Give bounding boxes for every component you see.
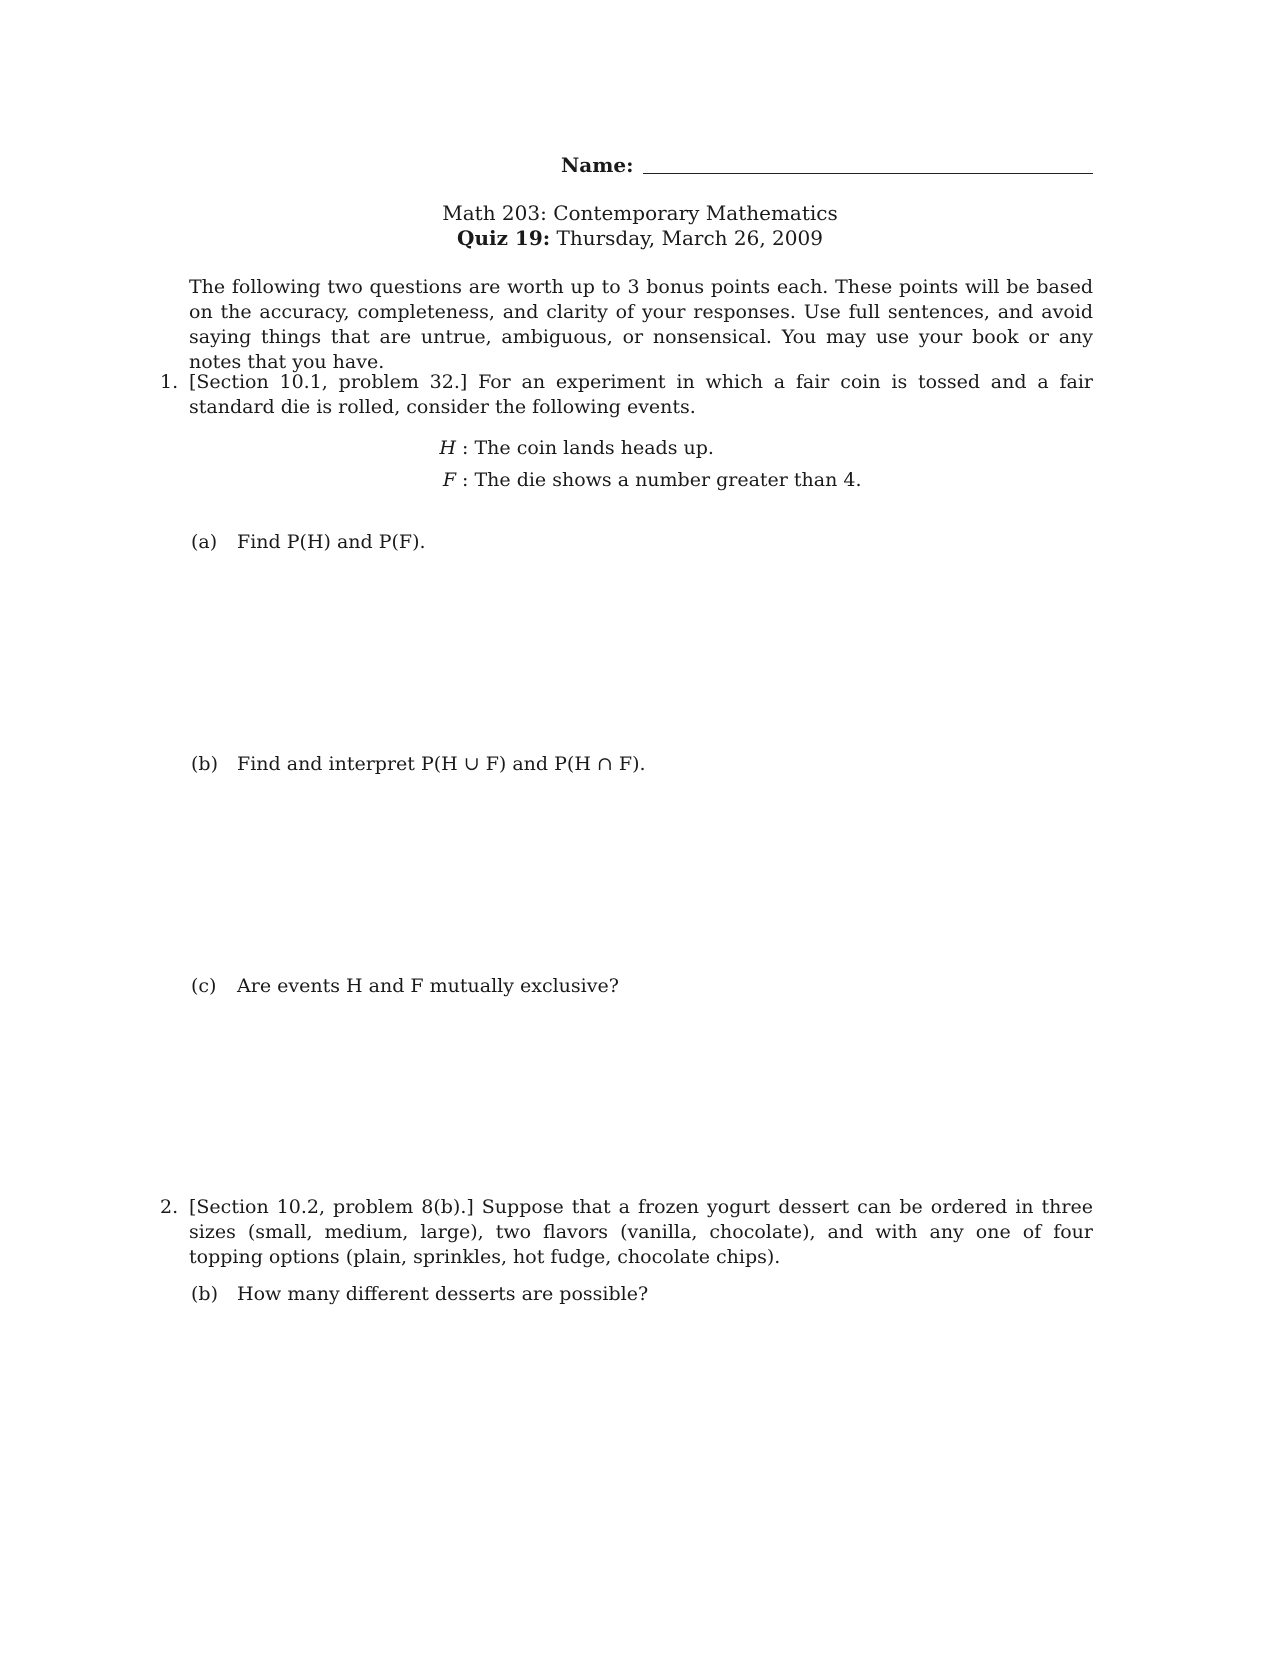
- event-h-separator: :: [462, 437, 469, 459]
- event-f-separator: :: [462, 469, 469, 491]
- question-2-number: 2.: [160, 1196, 179, 1218]
- part-a-text: Find P(H) and P(F).: [237, 531, 426, 553]
- event-f: [432, 468, 862, 493]
- event-h-text: The coin lands heads up.: [474, 437, 714, 459]
- event-h: [432, 436, 714, 461]
- part-c-text: Are events H and F mutually exclusive?: [237, 975, 619, 997]
- quiz-heading: [0, 226, 1280, 251]
- part-c-label: (c): [191, 975, 217, 997]
- question-1-text: [Section 10.1, problem 32.] For an experiment in which a fair coin is tossed and a fair standard die is rolled, consider the following events.: [189, 371, 1093, 418]
- quiz-date: Thursday, March 26, 2009: [556, 226, 823, 250]
- event-f-symbol: F: [442, 469, 456, 491]
- part-a-label: (a): [191, 531, 218, 553]
- event-h-symbol: H: [439, 437, 456, 459]
- question-1-part-c: [191, 974, 619, 999]
- part-b-text: Find and interpret P(H ∪ F) and P(H ∩ F).: [237, 753, 646, 775]
- question-2-part-b: [191, 1282, 648, 1307]
- name-blank-line: [643, 173, 1093, 174]
- question-2-text: [Section 10.2, problem 8(b).] Suppose that a frozen yogurt dessert can be ordered in three sizes (small, medium, large), two flavors (vanilla, chocolate), and with any one of four topping options (plain, sprinkles, hot fudge, chocolate chips).: [189, 1196, 1093, 1268]
- q2-part-b-label: (b): [191, 1283, 218, 1305]
- intro-paragraph: The following two questions are worth up to 3 bonus points each. These points will be based on the accuracy, completeness, and clarity of your responses. Use full sentences, and avoid saying things that are untrue, ambiguous, or nonsensical. You may use your book or any notes that you have.: [189, 276, 1093, 373]
- question-1-part-b: [191, 752, 646, 777]
- name-label: Name:: [561, 153, 634, 177]
- part-b-label: (b): [191, 753, 218, 775]
- question-1-number: 1.: [160, 371, 179, 393]
- course-title: Math 203: Contemporary Mathematics: [442, 201, 838, 225]
- q2-part-b-text: How many different desserts are possible?: [237, 1283, 649, 1305]
- quiz-label: Quiz 19:: [457, 226, 551, 250]
- question-1-part-a: [191, 530, 426, 555]
- event-f-text: The die shows a number greater than 4.: [474, 469, 862, 491]
